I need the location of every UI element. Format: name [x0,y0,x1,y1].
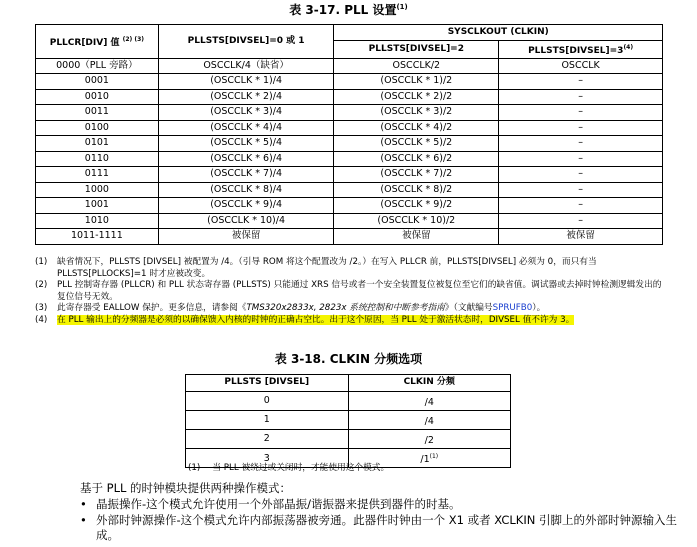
table-cell: (OSCCLK * 4)/4 [158,120,334,136]
table-cell: 1001 [36,198,159,214]
note-4-highlight: 在 PLL 输出上的分频器是必须的以确保馈入内核的时钟的正确占空比。出于这个原因，当 PLL 处于激活状态时，DIVSEL 值不许为 3。 [57,314,575,325]
table-cell: (OSCCLK * 10)/2 [334,213,499,229]
table-row [36,58,663,74]
table-cell: OSCCLK [499,58,663,74]
table-cell: – [499,167,663,183]
table-row [186,410,511,429]
table-cell: – [499,213,663,229]
note-3: (3) 此寄存器受 EALLOW 保护。更多信息，请参阅《TMS320x2833x, 2823x 系统控制和中断参考指南》（文献编号SPRUFB0）。 [35,303,546,314]
table-cell: – [499,198,663,214]
table-cell: – [499,74,663,90]
table-cell: (OSCCLK * 6)/4 [158,151,334,167]
table1-title: 表 3-17. PLL 设置$^{(1)}$ [289,3,408,17]
table-cell: 0110 [36,151,159,167]
table-cell: (OSCCLK * 7)/4 [158,167,334,183]
table-cell: 0011 [36,105,159,121]
table-cell: 2 [186,429,349,448]
table-cell: 0000（PLL 旁路） [36,58,159,74]
table-cell: 被保留 [158,229,334,245]
table2-note: (1) 当 PLL 被绕过或关闭时，才能使用这个模式。 [188,463,390,473]
table-cell: (OSCCLK * 9)/2 [334,198,499,214]
table-cell: 3 [186,448,349,467]
table-cell: – [499,120,663,136]
table-cell: (OSCCLK * 8)/4 [158,182,334,198]
table-cell: 1000 [36,182,159,198]
table-cell: (OSCCLK * 10)/4 [158,213,334,229]
table-cell: /2 [348,429,510,448]
note-4: (4) 在 PLL 输出上的分频器是必须的以确保馈入内核的时钟的正确占空比。出于这个原因，当 PLL 处于激活状态时，DIVSEL 值不许为 3。 [35,314,575,325]
table-cell: – [499,151,663,167]
list-item: • 晶振操作-这个模式允许使用一个外部晶振/谐振器来提供到器件的时基。 [80,497,461,511]
table-row [36,167,663,183]
table-cell: (OSCCLK * 9)/4 [158,198,334,214]
table-row [36,198,663,214]
clkin-divide-table [185,374,511,468]
table-row [36,105,663,121]
table-cell: 被保留 [499,229,663,245]
table-row [36,89,663,105]
table-cell: /1$^{(1)}$ [348,448,510,467]
table-cell: (OSCCLK * 3)/4 [158,105,334,121]
header-pllcr-div: PLLCR[DIV] 值 $^{(2) (3)}$ [36,25,159,59]
table-cell: (OSCCLK * 5)/2 [334,136,499,152]
table-cell: (OSCCLK * 4)/2 [334,120,499,136]
note-1: (1) 缺省情况下，PLLSTS [DIVSEL] 被配置为 /4。（引导 ROM 将这个配置改为 /2。）在写入 PLLCR 前，PLLSTS[DIVSEL] 必须为 0，而只有当 PLLSTS[PLLOCKS]=1 时才应被改变。 [35,257,597,279]
table-row [36,229,663,245]
table-cell: (OSCCLK * 7)/2 [334,167,499,183]
table-cell: – [499,105,663,121]
mode-list [80,497,680,544]
pll-settings-table [35,24,663,245]
note-2: (2) PLL 控制寄存器 (PLLCR) 和 PLL 状态寄存器 (PLLSTS) 只能通过 XRS 信号或者一个安全装置复位被复位至它们的缺省值。调试器或去掉时钟检测逻辑发出的复位信号无效。 [35,280,662,302]
table-cell: (OSCCLK * 1)/4 [158,74,334,90]
table-cell: /4 [348,410,510,429]
table-cell: – [499,182,663,198]
table-cell: 0100 [36,120,159,136]
table-cell: (OSCCLK * 3)/2 [334,105,499,121]
table-row [36,136,663,152]
table-row [186,391,511,410]
header-divsel-0-1: PLLSTS[DIVSEL]=0 或 1 [158,25,334,59]
table-cell: OSCCLK/4（缺省） [158,58,334,74]
table-cell: 0111 [36,167,159,183]
table-row [36,74,663,90]
header-clkin-divide: CLKIN 分频 [348,375,510,392]
table-row [186,429,511,448]
table-cell: (OSCCLK * 8)/2 [334,182,499,198]
header-divsel-2: PLLSTS[DIVSEL]=2 [334,40,499,58]
table-cell: (OSCCLK * 2)/2 [334,89,499,105]
table-cell: 0010 [36,89,159,105]
table-row [36,182,663,198]
table2-title: 表 3-18. CLKIN 分频选项 [274,352,423,366]
table-cell: 1011-1111 [36,229,159,245]
table-cell: – [499,89,663,105]
table-row [36,151,663,167]
table-cell: (OSCCLK * 5)/4 [158,136,334,152]
header-divsel-3: $PLLSTS[DIVSEL]=3^{(4)}$ [499,40,663,58]
table-row [36,213,663,229]
table-cell: OSCCLK/2 [334,58,499,74]
header-pllsts-divsel: PLLSTS [DIVSEL] [186,375,349,392]
table-cell: 0101 [36,136,159,152]
list-item: • 外部时钟源操作-这个模式允许内部振荡器被旁通。此器件时钟由一个 X1 或者 XCLKIN 引脚上的外部时钟源输入生成。 [80,512,677,542]
table-cell: (OSCCLK * 1)/2 [334,74,499,90]
table-cell: /4 [348,391,510,410]
spruf-link[interactable]: SPRUFB0 [492,303,533,314]
table-cell: 0 [186,391,349,410]
table1-notes [35,257,665,327]
intro-paragraph: 基于 PLL 的时钟模块提供两种操作模式： [80,481,292,495]
table-cell: – [499,136,663,152]
table-cell: 1010 [36,213,159,229]
table-row [36,120,663,136]
table-cell: 1 [186,410,349,429]
table-cell: 0001 [36,74,159,90]
header-sysclkout: SYSCLKOUT (CLKIN) [334,25,663,41]
table-cell: 被保留 [334,229,499,245]
table-cell: (OSCCLK * 2)/4 [158,89,334,105]
table-cell: (OSCCLK * 6)/2 [334,151,499,167]
